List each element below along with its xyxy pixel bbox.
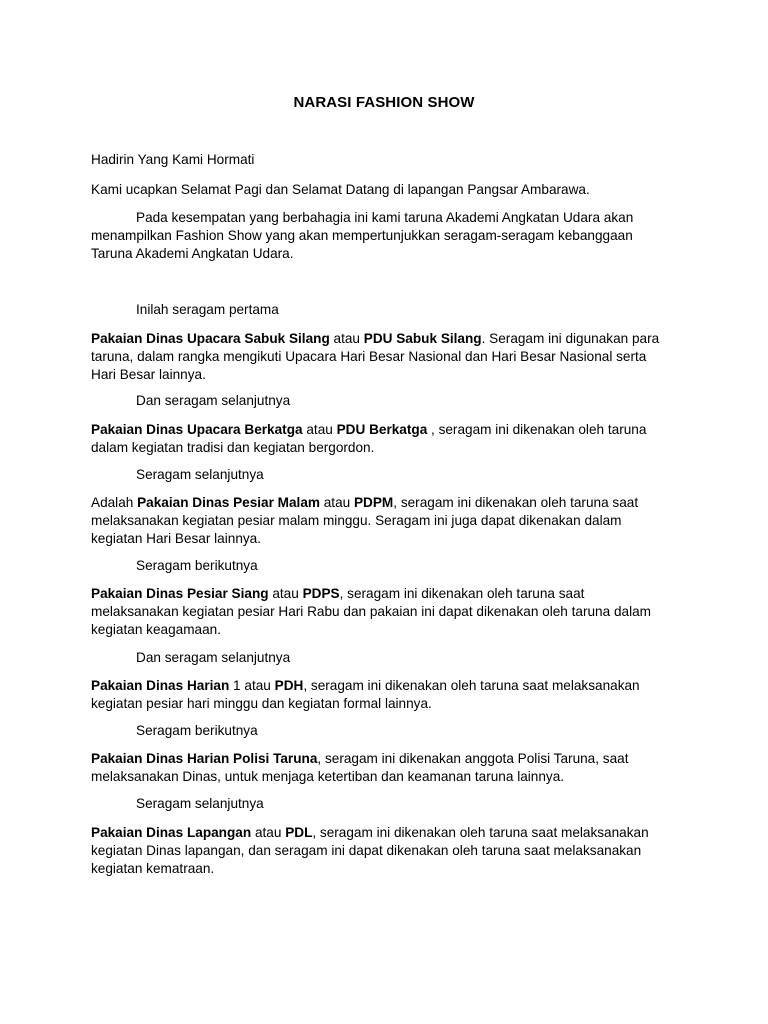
section-3-prefix: Adalah bbox=[91, 495, 138, 510]
uniform-abbr-7: PDL bbox=[285, 825, 313, 840]
conjunction-4: atau bbox=[268, 586, 303, 601]
section-6-line-1 bbox=[91, 750, 691, 768]
section-lead-7: Seragam selanjutnya bbox=[136, 796, 264, 811]
uniform-abbr-1: PDU Sabuk Silang bbox=[363, 331, 482, 346]
uniform-name-1: Pakaian Dinas Upacara Sabuk Silang bbox=[91, 331, 330, 346]
section-1-line-2: taruna, dalam rangka mengikuti Upacara Hari Besar Nasional dan Hari Besar Nasional serta bbox=[91, 349, 647, 364]
uniform-abbr-2: PDU Berkatga bbox=[336, 422, 428, 437]
section-lead-3: Seragam selanjutnya bbox=[136, 467, 264, 482]
section-2-line-2: dalam kegiatan tradisi dan kegiatan bergordon. bbox=[91, 440, 375, 455]
uniform-name-2: Pakaian Dinas Upacara Berkatga bbox=[91, 422, 303, 437]
uniform-abbr-3: PDPM bbox=[353, 495, 394, 510]
welcome-text: Kami ucapkan Selamat Pagi dan Selamat Datang di lapangan Pangsar Ambarawa. bbox=[91, 182, 590, 197]
uniform-name-4: Pakaian Dinas Pesiar Siang bbox=[91, 586, 269, 601]
section-1-rest: . Seragam ini digunakan para bbox=[481, 331, 660, 346]
section-4-line-1 bbox=[91, 585, 691, 603]
section-7-line-2: kegiatan Dinas lapangan, dan seragam ini dapat dikenakan oleh taruna saat melaksanakan bbox=[91, 843, 642, 858]
section-7-rest: , seragam ini dikenakan oleh taruna saat melaksanakan bbox=[312, 825, 649, 840]
section-lead-5: Dan seragam selanjutnya bbox=[136, 650, 291, 665]
conjunction-5: 1 atau bbox=[229, 678, 275, 693]
section-5-line-1 bbox=[91, 677, 691, 695]
section-1-line-1 bbox=[91, 330, 691, 348]
greeting-text: Hadirin Yang Kami Hormati bbox=[91, 152, 255, 167]
section-7-line-3: kegiatan kematraan. bbox=[91, 861, 215, 876]
section-7-line-1 bbox=[91, 824, 691, 842]
uniform-name-5: Pakaian Dinas Harian bbox=[91, 678, 230, 693]
intro-line-3: Taruna Akademi Angkatan Udara. bbox=[91, 246, 294, 261]
section-4-line-3: kegiatan keagamaan. bbox=[91, 622, 221, 637]
section-lead-1: Inilah seragam pertama bbox=[136, 302, 279, 317]
intro-line-2: menampilkan Fashion Show yang akan mempertunjukkan seragam-seragam kebanggaan bbox=[91, 228, 633, 243]
section-4-line-2: melaksanakan kegiatan pesiar Hari Rabu dan pakaian ini dapat dikenakan oleh taruna dalam bbox=[91, 604, 651, 619]
section-3-line-2: melaksanakan kegiatan pesiar malam minggu. Seragam ini juga dapat dikenakan dalam bbox=[91, 513, 622, 528]
uniform-name-6: Pakaian Dinas Harian Polisi Taruna bbox=[91, 751, 318, 766]
section-4-rest: , seragam ini dikenakan oleh taruna saat bbox=[339, 586, 585, 601]
section-1-line-3: Hari Besar lainnya. bbox=[91, 367, 206, 382]
section-lead-4: Seragam berikutnya bbox=[136, 558, 258, 573]
uniform-name-3: Pakaian Dinas Pesiar Malam bbox=[137, 495, 320, 510]
section-5-rest: , seragam ini dikenakan oleh taruna saat melaksanakan bbox=[303, 678, 640, 693]
section-2-line-1 bbox=[91, 421, 691, 439]
section-6-rest: , seragam ini dikenakan anggota Polisi Taruna, saat bbox=[317, 751, 629, 766]
conjunction-3: atau bbox=[319, 495, 354, 510]
uniform-abbr-4: PDPS bbox=[302, 586, 340, 601]
document-title: NARASI FASHION SHOW bbox=[293, 94, 475, 111]
section-3-line-3: kegiatan Hari Besar lainnya. bbox=[91, 531, 262, 546]
intro-line-1: Pada kesempatan yang berbahagia ini kami taruna Akademi Angkatan Udara akan bbox=[136, 210, 634, 225]
uniform-name-7: Pakaian Dinas Lapangan bbox=[91, 825, 252, 840]
section-3-line-1 bbox=[91, 494, 691, 512]
section-6-line-2: melaksanakan Dinas, untuk menjaga ketertiban dan keamanan taruna lainnya. bbox=[91, 769, 565, 784]
section-2-rest: , seragam ini dikenakan oleh taruna bbox=[427, 422, 647, 437]
section-5-line-2: kegiatan pesiar hari minggu dan kegiatan formal lainnya. bbox=[91, 696, 432, 711]
conjunction-2: atau bbox=[302, 422, 337, 437]
conjunction-1: atau bbox=[329, 331, 364, 346]
conjunction-7: atau bbox=[251, 825, 286, 840]
section-lead-6: Seragam berikutnya bbox=[136, 723, 258, 738]
uniform-abbr-5: PDH bbox=[274, 678, 304, 693]
section-3-rest: , seragam ini dikenakan oleh taruna saat bbox=[393, 495, 639, 510]
section-lead-2: Dan seragam selanjutnya bbox=[136, 393, 291, 408]
